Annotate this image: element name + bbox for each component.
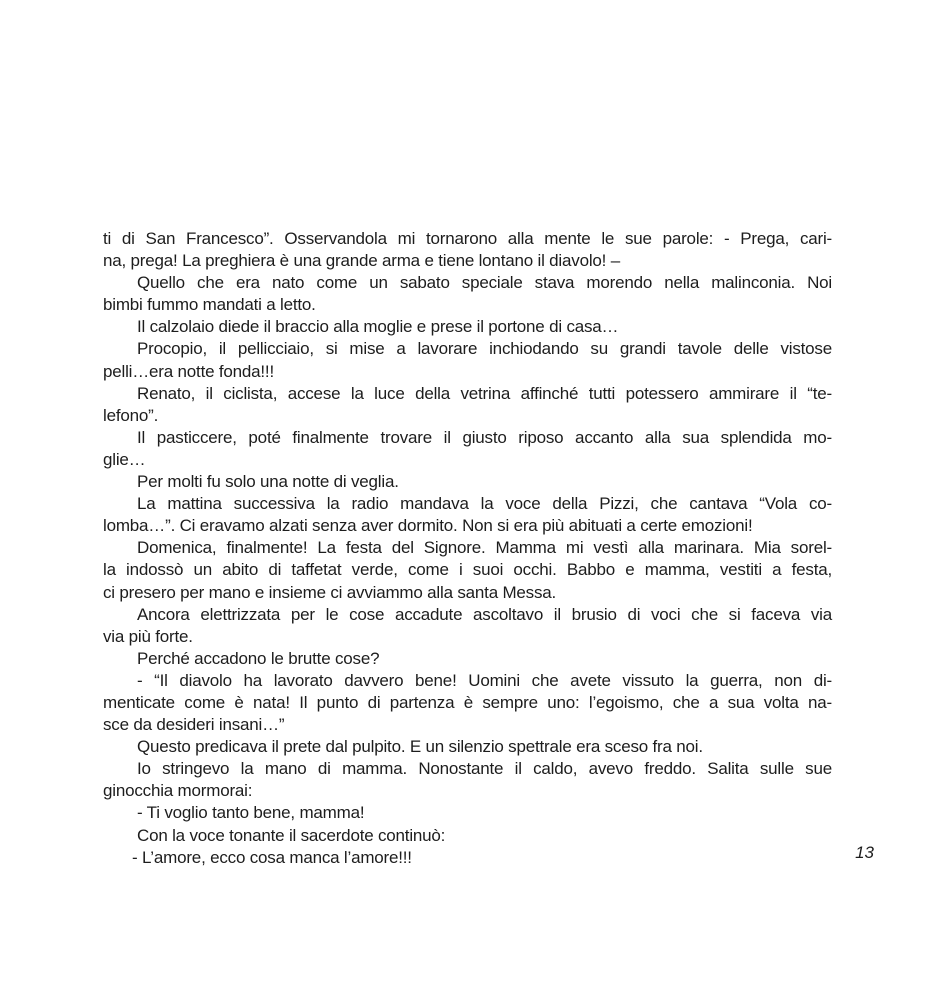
text-line: pelli…era notte fonda!!! <box>103 361 274 381</box>
page-text <box>103 228 832 869</box>
text-line: ginocchia mormorai: <box>103 781 253 801</box>
text-line: na, prega! La preghiera è una grande arma e tiene lontano il diavolo! – <box>103 251 620 271</box>
text-line: Perché accadono le brutte cose? <box>137 648 380 668</box>
text-line: Procopio, il pellicciaio, si mise a lavorare inchiodando su grandi tavole delle vistose <box>137 339 832 359</box>
text-line: Il pasticcere, poté finalmente trovare il giusto riposo accanto alla sua splendida mo- <box>137 427 832 447</box>
text-line: Quello che era nato come un sabato speciale stava morendo nella malinconia. Noi <box>137 273 832 293</box>
text-line: lefono”. <box>103 405 159 425</box>
text-line: Il calzolaio diede il braccio alla moglie e prese il portone di casa… <box>137 317 619 337</box>
text-line: - L’amore, ecco cosa manca l’amore!!! <box>132 847 412 867</box>
text-line: via più forte. <box>103 626 193 646</box>
text-line: lomba…”. Ci eravamo alzati senza aver dormito. Non si era più abituati a certe emozioni! <box>103 516 753 536</box>
text-line: Domenica, finalmente! La festa del Signore. Mamma mi vestì alla marinara. Mia sorel- <box>137 538 832 558</box>
text-line: Io stringevo la mano di mamma. Nonostante il caldo, avevo freddo. Salita sulle sue <box>137 759 832 779</box>
text-line: Questo predicava il prete dal pulpito. E un silenzio spettrale era sceso fra noi. <box>137 737 703 757</box>
text-line: Per molti fu solo una notte di veglia. <box>137 472 399 492</box>
text-line: sce da desideri insani…” <box>103 715 285 735</box>
text-line: bimbi fummo mandati a letto. <box>103 295 316 315</box>
text-line: ci presero per mano e insieme ci avviammo alla santa Messa. <box>103 582 557 602</box>
text-line: glie… <box>103 449 146 469</box>
text-line: Con la voce tonante il sacerdote continuò: <box>137 825 446 845</box>
text-line: - “Il diavolo ha lavorato davvero bene! Uomini che avete vissuto la guerra, non di- <box>137 670 832 690</box>
text-line: - Ti voglio tanto bene, mamma! <box>137 803 365 823</box>
text-line: la indossò un abito di taffetat verde, come i suoi occhi. Babbo e mamma, vestiti a festa, <box>103 560 832 580</box>
text-line: ti di San Francesco”. Osservandola mi tornarono alla mente le sue parole: - Prega, cari- <box>103 229 832 248</box>
text-line: La mattina successiva la radio mandava la voce della Pizzi, che cantava “Vola co- <box>137 494 832 514</box>
text-line: Renato, il ciclista, accese la luce della vetrina affinché tutti potessero ammirare il “te- <box>137 383 832 403</box>
page-number: 13 <box>855 843 874 862</box>
text-line: Ancora elettrizzata per le cose accadute ascoltavo il brusio di voci che si faceva via <box>137 604 832 624</box>
text-line: menticate come è nata! Il punto di partenza è sempre uno: l’egoismo, che a sua volta na- <box>103 692 832 712</box>
